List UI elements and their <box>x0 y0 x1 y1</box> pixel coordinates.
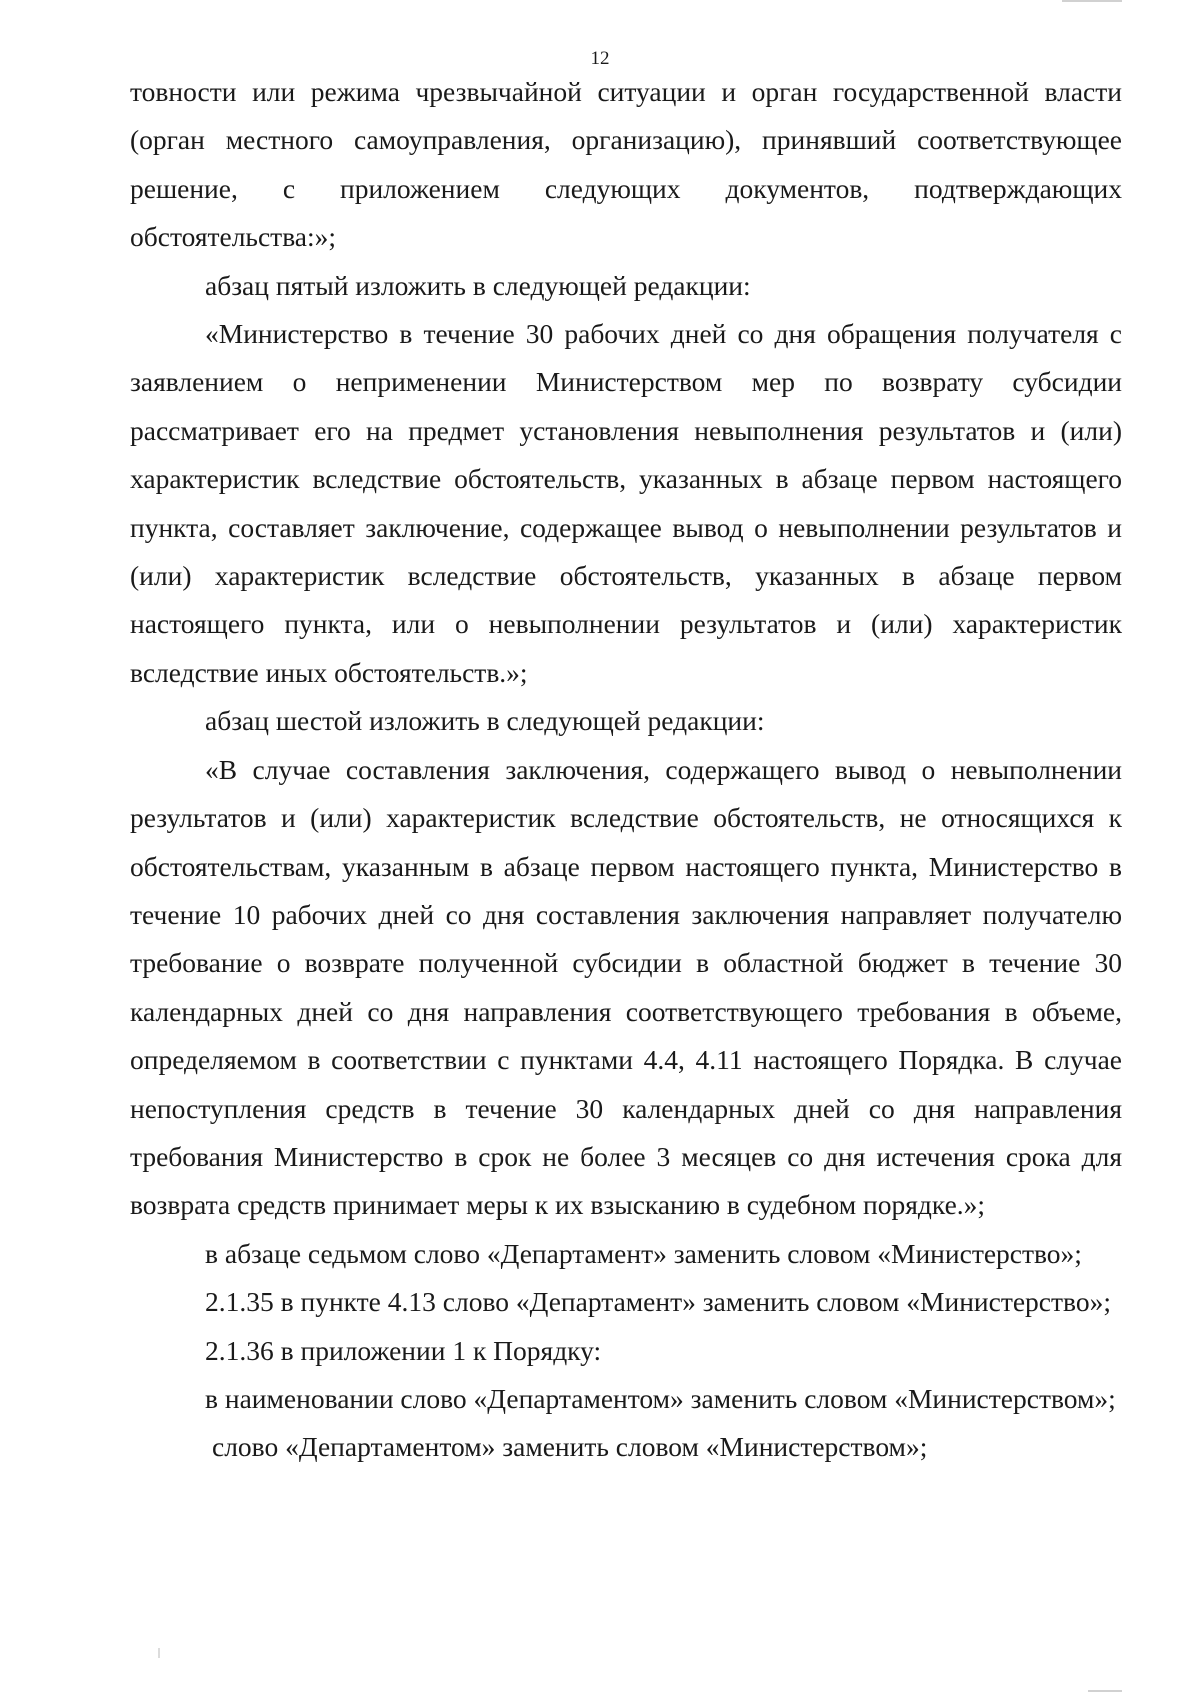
page-number: 12 <box>590 48 610 69</box>
paragraph-item-2-1-36: 2.1.36 в приложении 1 к Порядку: <box>205 1334 602 1366</box>
paragraph-item-2-1-35: 2.1.35 в пункте 4.13 слово «Департамент» заменить словом «Министерство»; <box>205 1286 1111 1318</box>
paragraph-name-replacement: в наименовании слово «Департаментом» заменить словом «Министерством»; <box>205 1382 1116 1414</box>
paragraph-instruction-sixth: абзац шестой изложить в следующей редакции: <box>205 705 765 737</box>
paragraph-quote-sixth: «В случае составления заключения, содержащего вывод о невыполнении результатов и (или) характеристик вследствие обстоятельств, не относящихся к обстоятельствам, указанным в абзаце первом настоящего пункта, Министерство в течение 10 рабочих дней со дня составления заключения направляет получателю требование о возврате полученной субсидии в областной бюджет в течение 30 календарных дней со дня направления соответствующего требования в объеме, определяемом в соответствии с пунктами 4.4, 4.11 настоящего Порядка. В случае непоступления средств в течение 30 календарных дней со дня направления требования Министерство в срок не более 3 месяцев со дня истечения срока для возврата средств принимает меры к их взысканию в судебном порядке.»; <box>130 753 1122 1221</box>
paragraph-word-replacement: слово «Департаментом» заменить словом «Министерством»; <box>212 1431 928 1463</box>
paragraph-seventh-replacement: в абзаце седьмом слово «Департамент» заменить словом «Министерство»; <box>205 1237 1082 1269</box>
paragraph-continuation: товности или режима чрезвычайной ситуации и орган государственной власти (орган местного самоуправления, организацию), принявший соответствующее решение, с приложением следующих документов, подтверждающих обстоятельства:»; <box>130 76 1122 253</box>
paragraph-instruction-fifth: абзац пятый изложить в следующей редакции: <box>205 269 751 301</box>
scan-mark-bottom-right <box>1088 1690 1122 1692</box>
scan-mark-top-right <box>1062 0 1122 2</box>
document-body <box>130 68 1122 1472</box>
scan-mark-left-dot <box>158 1648 160 1658</box>
paragraph-quote-fifth: «Министерство в течение 30 рабочих дней со дня обращения получателя с заявлением о неприменении Министерством мер по возврату субсидии рассматривает его на предмет установления невыполнения результатов и (или) характеристик вследствие обстоятельств, указанных в абзаце первом настоящего пункта, составляет заключение, содержащее вывод о невыполнении результатов и (или) характеристик вследствие обстоятельств, указанных в абзаце первом настоящего пункта, или о невыполнении результатов и (или) характеристик вследствие иных обстоятельств.»; <box>130 318 1122 688</box>
